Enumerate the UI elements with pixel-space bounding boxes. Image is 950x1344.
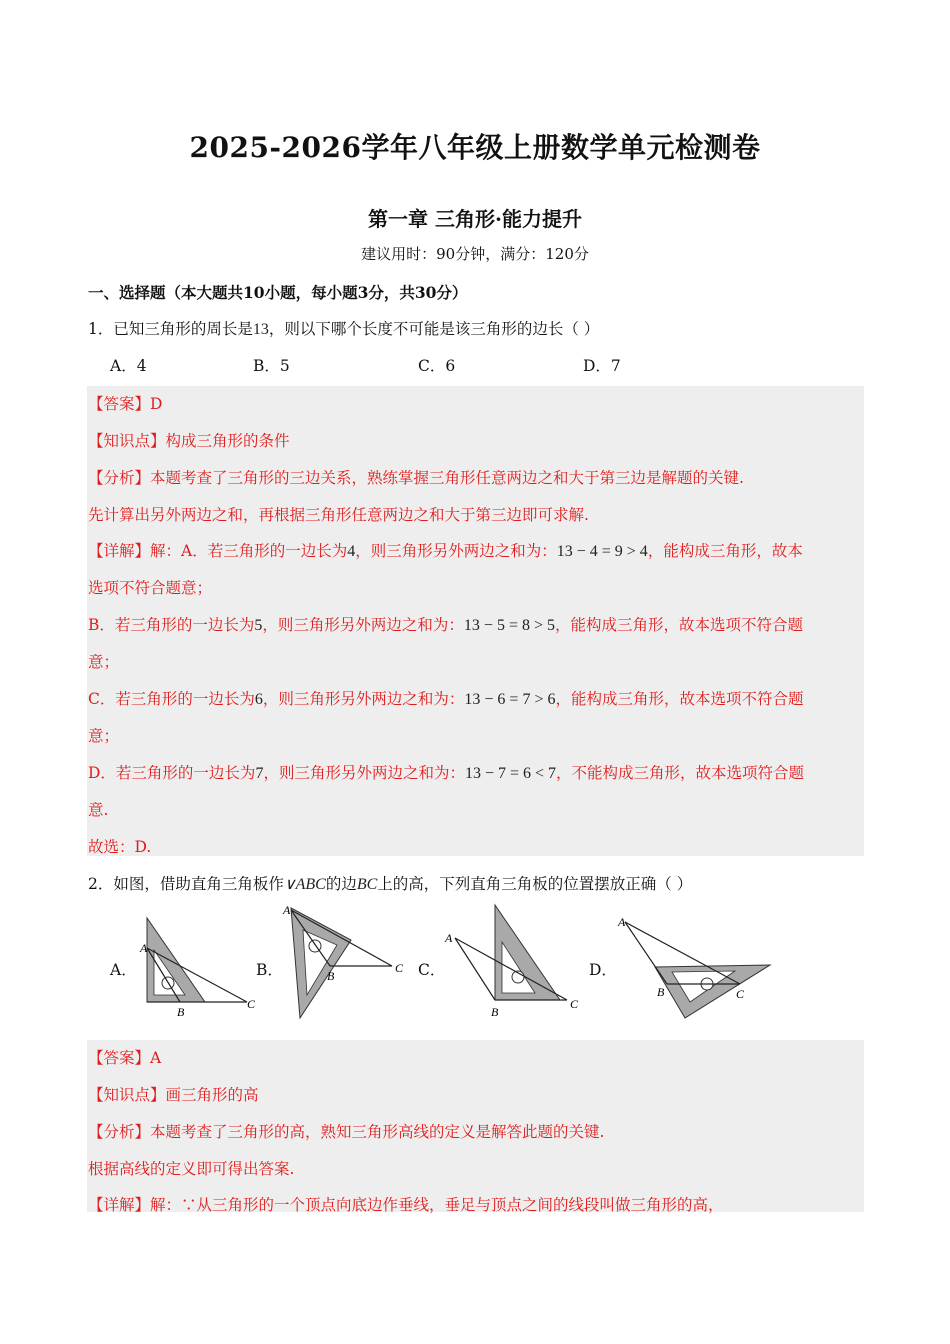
- q1-analysis-line-2: 先计算出另外两边之和，再根据三角形任意两边之和大于第三边即可求解.: [88, 506, 589, 524]
- analysis-tag: 【分析】: [88, 469, 151, 487]
- point-a-label: A: [618, 915, 626, 929]
- detail-text: D．若三角形的一边长为: [88, 764, 256, 782]
- q1-detail-b-cont: 意；: [88, 653, 120, 671]
- q1-knowledge-line: [88, 429, 290, 451]
- q1-detail-b: [88, 613, 803, 635]
- q2-figure-d: [610, 912, 780, 1022]
- knowledge-value: 构成三角形的条件: [165, 432, 290, 450]
- q1-detail-a-cont: 选项不符合题意；: [88, 579, 213, 597]
- question-1-stem: [88, 317, 599, 339]
- detail-num: 6: [254, 691, 263, 708]
- analysis-text: 本题考查了三角形的高，熟知三角形高线的定义是解答此题的关键.: [150, 1123, 605, 1141]
- q1-stem-b: ，则以下哪个长度不可能是该三角形的边长（ ）: [268, 320, 600, 338]
- q1-detail-a: [88, 539, 803, 561]
- detail-text: ，则三角形另外两边之和为：: [355, 542, 557, 560]
- detail-num: 7: [255, 765, 264, 782]
- q1-conclusion: 故选：D.: [88, 838, 152, 856]
- q1-detail-d: [88, 761, 804, 783]
- point-a-label: A: [283, 903, 291, 917]
- point-a-label: A: [445, 931, 453, 945]
- q2-option-b-label: B．: [256, 961, 283, 979]
- point-a-label: A: [140, 941, 148, 955]
- answer-tag: 【答案】: [88, 1049, 151, 1067]
- q2-stem-a: 2．如图，借助直角三角板作: [88, 875, 284, 893]
- q1-option-b: B．5: [253, 357, 290, 375]
- triangle-side-ab: [455, 938, 495, 1000]
- detail-text: C．若三角形的一边长为: [88, 690, 255, 708]
- q2-detail-line: [88, 1193, 724, 1215]
- q2-stem-b: 的边: [325, 875, 357, 893]
- q2-option-a-label: A．: [110, 961, 137, 979]
- q2-figure-b: [275, 900, 410, 1025]
- q1-detail-c-cont: 意；: [88, 727, 120, 745]
- q2-knowledge-line: [88, 1083, 259, 1105]
- analysis-text: 本题考查了三角形的三边关系，熟练掌握三角形任意两边之和大于第三边是解题的关键.: [150, 469, 744, 487]
- answer-value: A: [150, 1049, 162, 1067]
- point-b-label: B: [491, 1005, 499, 1019]
- point-c-label: C: [570, 997, 579, 1011]
- detail-text: ，则三角形另外两边之和为：: [262, 690, 465, 708]
- detail-text: ，能构成三角形，故本选项不符合题: [555, 690, 804, 708]
- q1-option-c: C．6: [418, 357, 456, 375]
- point-b-label: B: [177, 1005, 185, 1019]
- detail-text: 解：A．若三角形的一边长为: [150, 542, 348, 560]
- detail-num: 4: [347, 543, 356, 560]
- knowledge-value: 画三角形的高: [165, 1086, 259, 1104]
- time-info: 建议用时：90分钟，满分：120分: [361, 245, 589, 263]
- detail-text: B．若三角形的一边长为: [88, 616, 255, 634]
- q2-figure-a: [130, 910, 265, 1020]
- section-heading: 一、选择题（本大题共10小题，每小题3分，共30分）: [88, 283, 468, 302]
- detail-tag: 【详解】: [88, 542, 151, 560]
- q2-answer-line: [88, 1046, 161, 1068]
- detail-text: 解：∵从三角形的一个顶点向底边作垂线，垂足与顶点之间的线段叫做三角形的高，: [150, 1196, 724, 1214]
- question-2-stem: [88, 872, 692, 894]
- q2-option-c-label: C．: [418, 961, 446, 979]
- q2-analysis-line-1: [88, 1120, 604, 1142]
- detail-text: ，则三角形另外两边之和为：: [263, 764, 465, 782]
- q2-stem-c: 上的高，下列直角三角板的位置摆放正确（ ）: [377, 875, 693, 893]
- detail-tag: 【详解】: [88, 1196, 151, 1214]
- q1-detail-d-cont: 意.: [88, 801, 109, 819]
- q1-analysis-line-1: [88, 466, 744, 488]
- page-title: 2025-2026学年八年级上册数学单元检测卷: [189, 131, 761, 164]
- detail-equation: 13 − 4 = 9 > 4: [556, 543, 648, 560]
- point-b-label: B: [657, 985, 665, 999]
- q1-answer-line: [88, 392, 162, 414]
- triangle-side-ab: [625, 922, 667, 984]
- q1-detail-c: [88, 687, 803, 709]
- answer-tag: 【答案】: [88, 395, 151, 413]
- point-c-label: C: [247, 997, 256, 1011]
- chapter-title: 第一章 三角形·能力提升: [368, 207, 582, 231]
- q2-analysis-line-2: 根据高线的定义即可得出答案.: [88, 1160, 295, 1178]
- q1-stem-num: 13: [252, 321, 269, 338]
- q1-option-a: A．4: [110, 357, 147, 375]
- q1-stem-a: 1．已知三角形的周长是: [88, 320, 253, 338]
- detail-num: 5: [254, 617, 263, 634]
- detail-text: ，则三角形另外两边之和为：: [262, 616, 464, 634]
- q1-option-d: D．7: [583, 357, 621, 375]
- detail-equation: 13 − 7 = 6 < 7: [464, 765, 557, 782]
- answer-value: D: [150, 395, 163, 413]
- point-c-label: C: [736, 987, 745, 1001]
- q2-triangle-symbol: ∨ABC: [283, 876, 326, 893]
- q2-option-d-label: D．: [589, 961, 617, 979]
- knowledge-tag: 【知识点】: [88, 432, 166, 450]
- q1-answer-box: [87, 386, 864, 856]
- detail-text: ，能构成三角形，故本: [647, 542, 803, 560]
- point-b-label: B: [327, 969, 335, 983]
- detail-text: ，能构成三角形，故本选项不符合题: [555, 616, 804, 634]
- knowledge-tag: 【知识点】: [88, 1086, 166, 1104]
- q2-side-bc: BC: [356, 876, 378, 893]
- q2-answer-box: [87, 1040, 864, 1212]
- analysis-tag: 【分析】: [88, 1123, 151, 1141]
- detail-equation: 13 − 5 = 8 > 5: [463, 617, 555, 634]
- q2-figure-c: [440, 900, 585, 1025]
- detail-text: ，不能构成三角形，故本选项符合题: [556, 764, 805, 782]
- point-c-label: C: [395, 961, 404, 975]
- detail-equation: 13 − 6 = 7 > 6: [464, 691, 556, 708]
